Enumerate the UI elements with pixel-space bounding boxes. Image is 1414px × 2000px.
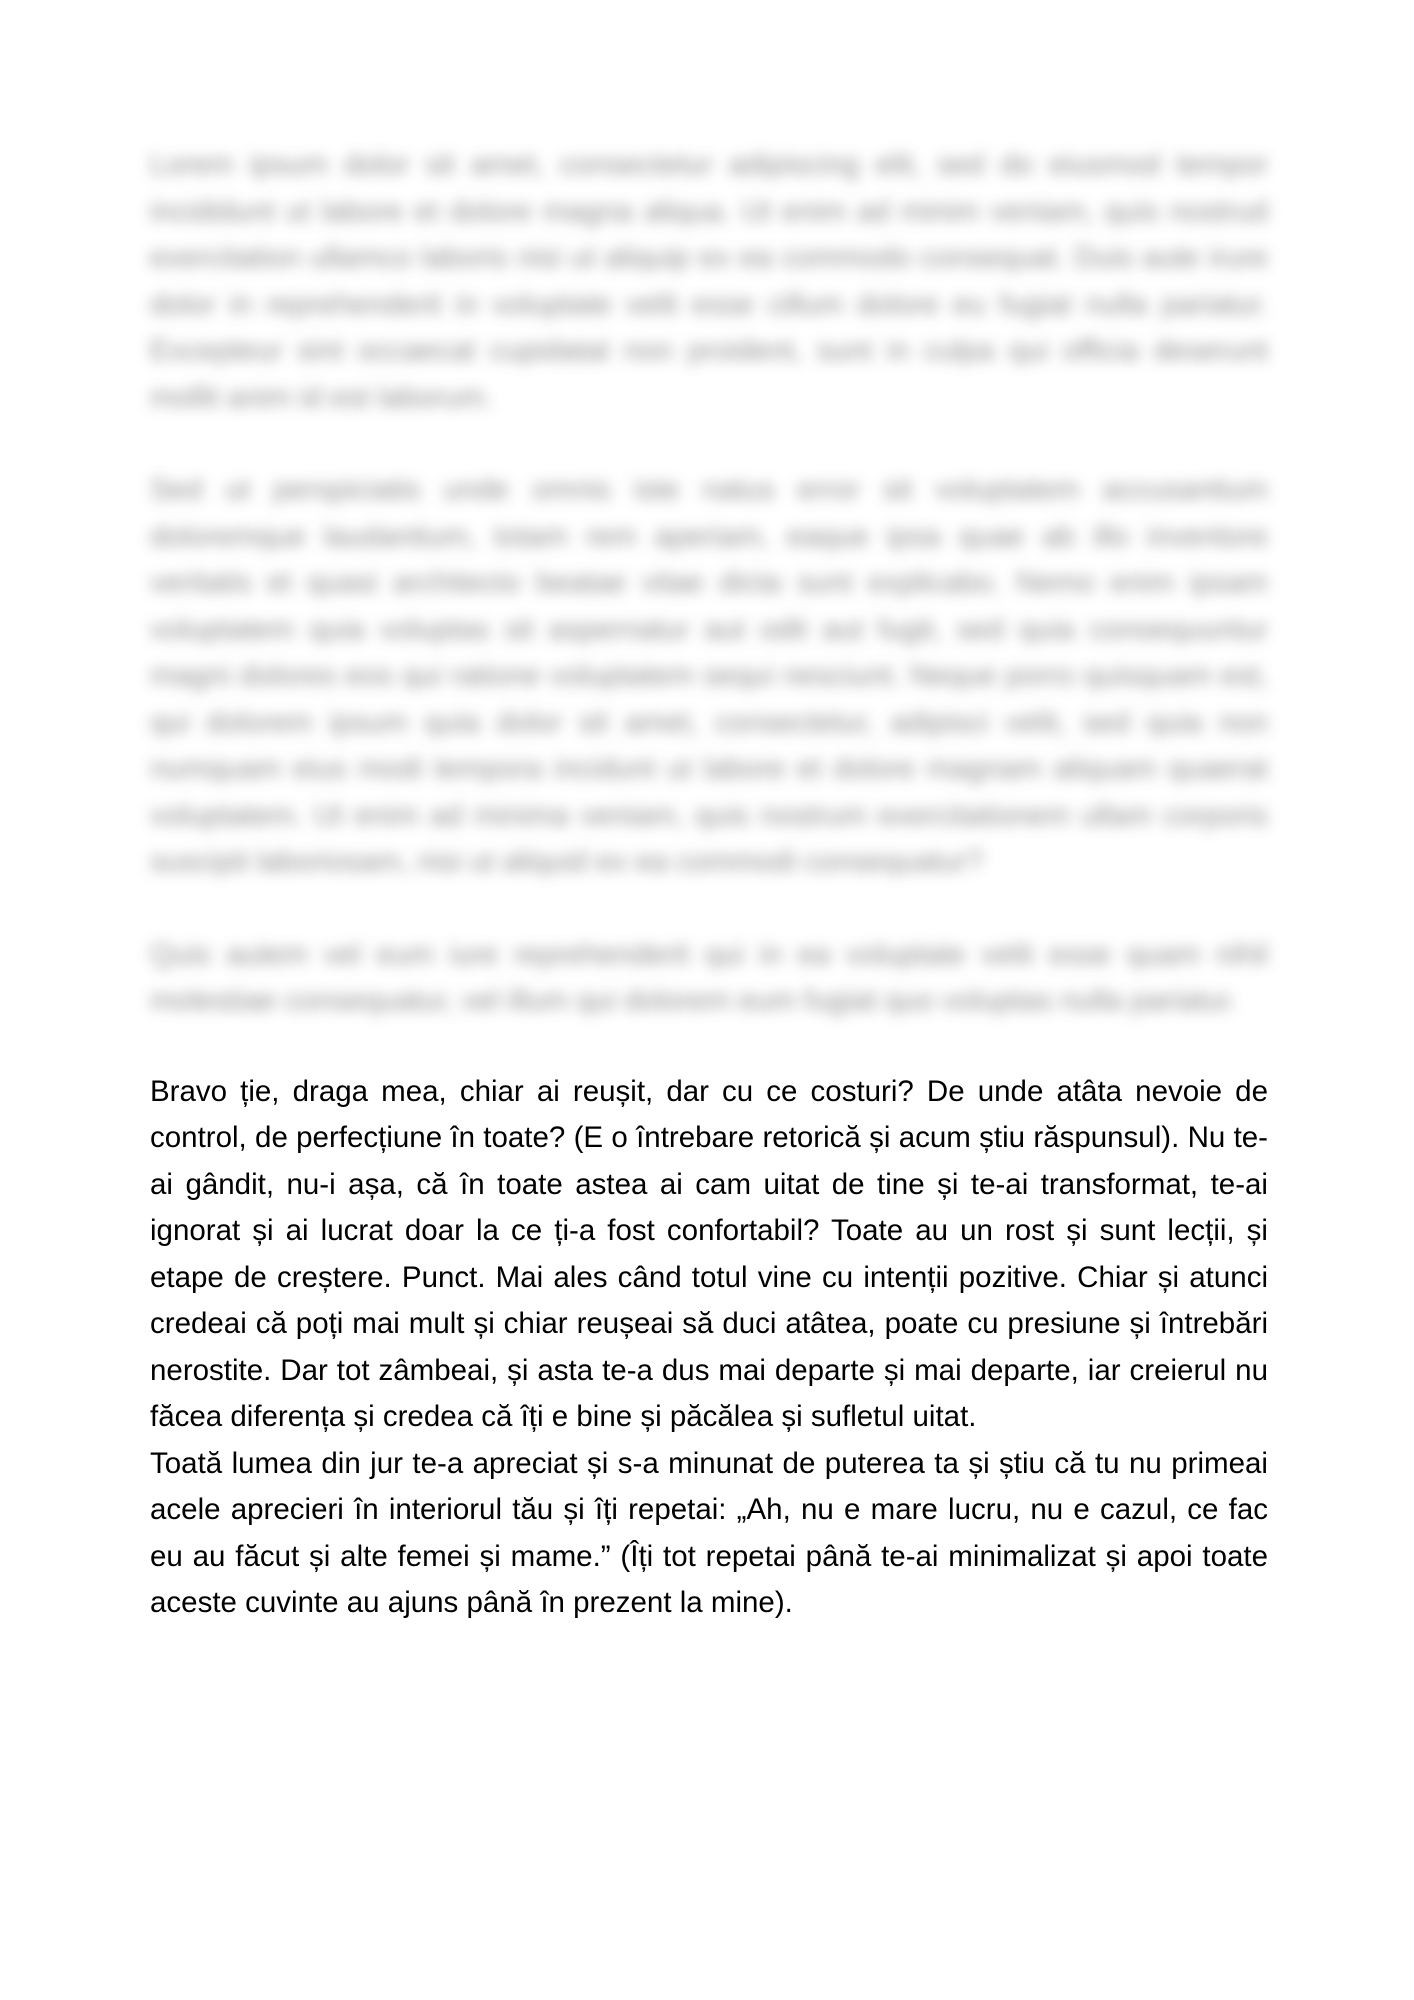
visible-paragraph-1: Bravo ție, draga mea, chiar ai reușit, dar cu ce costuri? De unde atâta nevoie de control, de perfecțiune în toate? (E o întrebare retorică și acum știu răspunsul). Nu te-ai gândit, nu-i așa, că în toate astea ai cam uitat de tine și te-ai transformat, te-ai ignorat și ai lucrat doar la ce ți-a fost confortabil? Toate au un rost și sunt lecții, și etape de creștere. Punct. Mai ales când totul vine cu intenții pozitive. Chiar și atunci credeai că poți mai mult și chiar reușeai să duci atâtea, poate cu presiune și întrebări nerostite. Dar tot zâmbeai, și asta te-a dus mai departe și mai departe, iar creierul nu făcea diferența și credea că îți e bine și păcălea și sufletul uitat. bbox=[150, 1074, 1268, 1433]
visible-paragraph-2: Toată lumea din jur te-a apreciat și s-a minunat de puterea ta și știu că tu nu primeai acele aprecieri în interiorul tău și îți repetai: „Ah, nu e mare lucru, nu e cazul, ce fac eu au făcut și alte femei și mame.” (Îți tot repetai până te-ai minimalizat și apoi toate aceste cuvinte au ajuns până în prezent la mine). bbox=[150, 1446, 1268, 1619]
visible-text-block bbox=[150, 1069, 1268, 1627]
blurred-paragraph-1: Lorem ipsum dolor sit amet, consectetur adipiscing elit, sed do eiusmod tempor incididunt ut labore et dolore magna aliqua. Ut enim ad minim veniam, quis nostrud exercitation ullamco laboris nisi ut aliquip ex ea commodo consequat. Duis aute irure dolor in reprehenderit in voluptate velit esse cillum dolore eu fugiat nulla pariatur. Excepteur sint occaecat cupidatat non proident, sunt in culpa qui officia deserunt mollit anim id est laborum. bbox=[150, 148, 1268, 414]
document-page bbox=[150, 142, 1268, 1627]
blurred-paragraph-3: Quis autem vel eum iure reprehenderit qui in ea voluptate velit esse quam nihil molestiae consequatur, vel illum qui dolorem eum fugiat quo voluptas nulla pariatur. bbox=[150, 937, 1268, 1017]
blurred-paragraph-2: Sed ut perspiciatis unde omnis iste natus error sit voluptatem accusantium doloremque laudantium, totam rem aperiam, eaque ipsa quae ab illo inventore veritatis et quasi architecto beatae vitae dicta sunt explicabo. Nemo enim ipsam voluptatem quia voluptas sit aspernatur aut odit aut fugit, sed quia consequuntur magni dolores eos qui ratione voluptatem sequi nesciunt. Neque porro quisquam est, qui dolorem ipsum quia dolor sit amet, consectetur, adipisci velit, sed quia non numquam eius modi tempora incidunt ut labore et dolore magnam aliquam quaerat voluptatem. Ut enim ad minima veniam, quis nostrum exercitationem ullam corporis suscipit laboriosam, nisi ut aliquid ex ea commodi consequatur? bbox=[150, 473, 1268, 878]
